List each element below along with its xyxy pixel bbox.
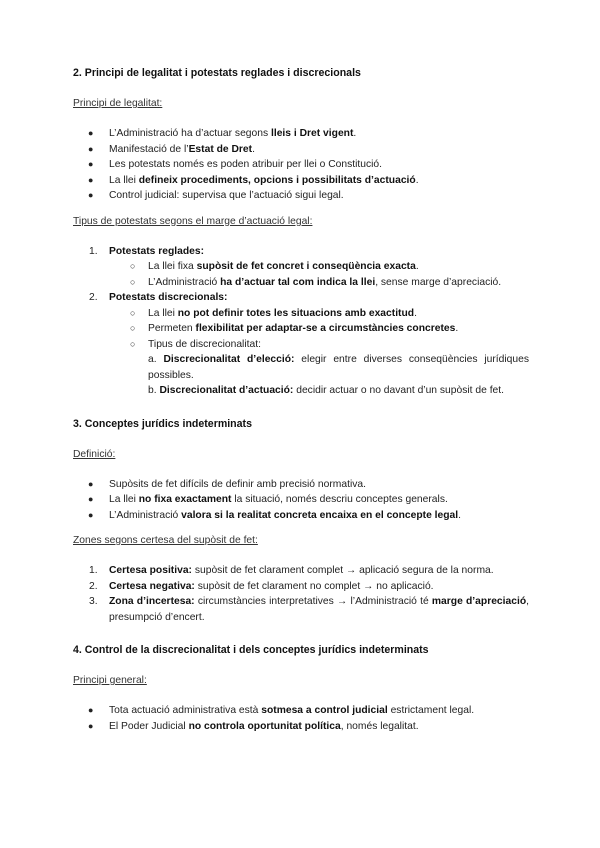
sub-list-item: ○ Tipus de discrecionalitat: a. Discrecionalitat d’elecció: elegir entre diverses conseqüències jurídiques possibles. b. Discrecionalitat d’actuació: decidir actuar o no davant d’un supòsit de fet.	[73, 337, 529, 399]
bullet-icon: ●	[88, 720, 94, 731]
list-item: ● Control judicial: supervisa que l’actuació sigui legal.	[73, 188, 529, 204]
bullet-icon: ●	[88, 509, 94, 520]
sub-item-a: a. Discrecionalitat d’elecció: elegir entre diverses conseqüències jurídiques possibles.	[148, 354, 529, 381]
document-page	[73, 66, 529, 734]
list-item: ● Manifestació de l’Estat de Dret.	[73, 142, 529, 158]
bullet-icon: ●	[88, 143, 94, 154]
list-item: ● Les potestats només es poden atribuir per llei o Constitució.	[73, 157, 529, 173]
list-item: ● La llei defineix procediments, opcions i possibilitats d’actuació.	[73, 173, 529, 189]
section-4-heading: 4. Control de la discrecionalitat i dels conceptes jurídics indeterminats	[73, 644, 429, 656]
list-item: 1. Potestats reglades: ○ La llei fixa supòsit de fet concret i conseqüència exacta. ○ L’Administració ha d’actuar tal com indica la llei, sense marge d’apreciació.	[73, 244, 529, 291]
bullet-icon: ●	[88, 705, 94, 715]
section-3-heading: 3. Conceptes jurídics indeterminats	[73, 417, 252, 430]
circle-bullet-icon: ○	[130, 338, 136, 349]
bullet-list	[73, 126, 529, 204]
circle-bullet-icon: ○	[130, 261, 136, 271]
list-item: 1. Certesa positiva: supòsit de fet clarament complet → aplicació segura de la norma.	[89, 565, 494, 576]
subheading-principi-general: Principi general:	[73, 675, 147, 686]
bullet-icon: ●	[88, 128, 94, 138]
bullet-list	[73, 477, 529, 524]
subheading-zones: Zones segons certesa del supòsit de fet:	[73, 535, 258, 546]
subheading-definicio: Definició:	[73, 448, 116, 460]
list-item: ● El Poder Judicial no controla oportunitat política, només legalitat.	[73, 719, 529, 735]
subheading-tipus-potestats: Tipus de potestats segons el marge d’actuació legal:	[73, 215, 313, 227]
subheading-principi-legalitat: Principi de legalitat:	[73, 98, 163, 109]
bullet-icon: ●	[88, 478, 94, 489]
list-item: 3. Zona d’incertesa: circumstàncies interpretatives → l’Administració té marge d’apreciació, presumpció d’encert.	[89, 596, 529, 623]
sub-list-item: ○ L’Administració ha d’actuar tal com indica la llei, sense marge d’apreciació.	[73, 275, 529, 291]
list-item: ● L’Administració ha d’actuar segons lleis i Dret vigent.	[73, 126, 529, 142]
bullet-icon: ●	[88, 494, 94, 504]
list-item: ● L’Administració valora si la realitat concreta encaixa en el concepte legal.	[73, 508, 529, 524]
list-item: 2. Certesa negativa: supòsit de fet clarament no complet → no aplicació.	[89, 580, 434, 592]
numbered-list	[73, 563, 529, 625]
circle-bullet-icon: ○	[130, 323, 136, 333]
sub-list-item: ○ La llei fixa supòsit de fet concret i conseqüència exacta.	[73, 259, 529, 275]
numbered-list	[73, 244, 529, 399]
bullet-icon: ●	[88, 159, 94, 169]
sub-list-item: ○ La llei no pot definir totes les situacions amb exactitud.	[73, 306, 529, 322]
bullet-icon: ●	[88, 190, 94, 200]
circle-bullet-icon: ○	[130, 276, 136, 287]
list-item: 2. Potestats discrecionals: ○ La llei no pot definir totes les situacions amb exactitud. ○ Permeten flexibilitat per adaptar-se a circumstàncies concretes. ○ Tipus de discrecionalitat: a. Discrecionalitat d’elecció: elegir entre diverses conseqüències jurídiques possibles. b. Discrecionalitat d’actuació: decidir actuar o no davant d’un supòsit de fet.	[73, 290, 529, 399]
bullet-icon: ●	[88, 174, 94, 185]
list-item: ● Supòsits de fet difícils de definir amb precisió normativa.	[73, 477, 529, 493]
sub-list-item: ○ Permeten flexibilitat per adaptar-se a circumstàncies concretes.	[73, 321, 529, 337]
circle-bullet-icon: ○	[130, 307, 136, 318]
list-item: ● Tota actuació administrativa està sotmesa a control judicial estrictament legal.	[73, 703, 529, 719]
list-item: ● La llei no fixa exactament la situació, només descriu conceptes generals.	[73, 492, 529, 508]
section-2-heading: 2. Principi de legalitat i potestats reglades i discrecionals	[73, 67, 361, 79]
bullet-list	[73, 703, 529, 734]
sub-item-b: b. Discrecionalitat d’actuació: decidir actuar o no davant d’un supòsit de fet.	[148, 385, 505, 396]
